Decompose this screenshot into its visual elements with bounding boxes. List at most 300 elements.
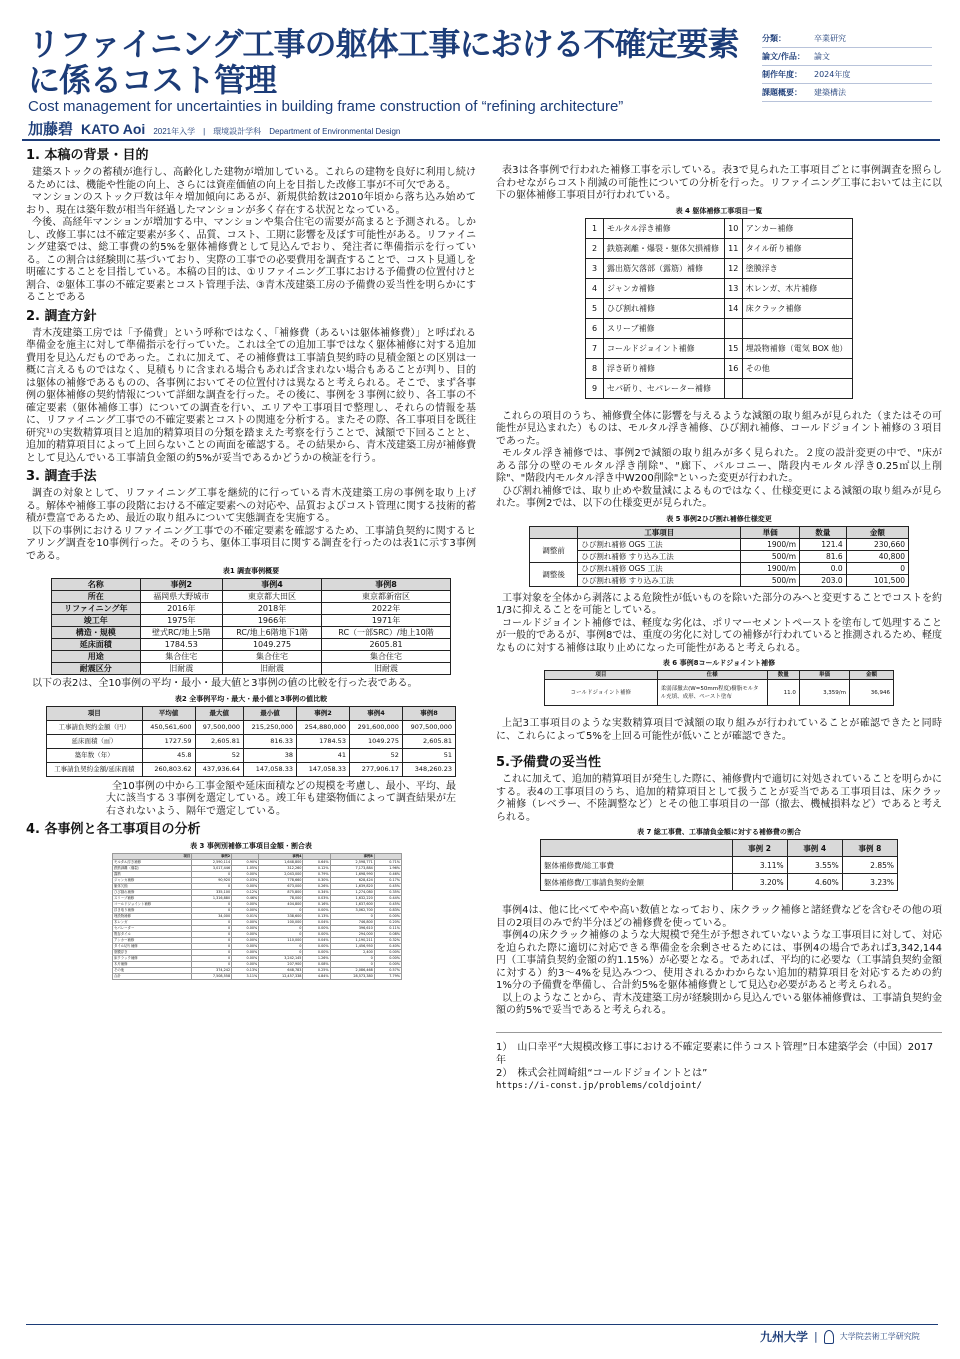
row-label: 躯体補修費/工事請負契約金額 [541, 874, 733, 891]
table-cell: 450,561,600 [142, 720, 195, 734]
emblem-icon [824, 1330, 834, 1344]
table-cell: 0.00% [232, 962, 259, 968]
table-cell: 4.84% [303, 974, 330, 980]
table-header-cell: 金額 [846, 526, 908, 538]
table-header-cell: 事例8 [330, 854, 374, 860]
table-cell: 312,260 [259, 866, 303, 872]
table-cell: 147,058.33 [296, 762, 349, 776]
item-number: 16 [724, 358, 742, 378]
item-number: 2 [586, 238, 604, 258]
row-label: 竣工年 [52, 615, 141, 627]
table-cell: 0.03% [232, 878, 259, 884]
row-label: タイル切り補修 [113, 944, 192, 950]
item-number: 13 [724, 278, 742, 298]
item-label [742, 318, 852, 338]
meta-key: 分類： [762, 34, 786, 43]
header-divider [22, 139, 940, 141]
table-cell: RC/地上6階地下1階 [223, 627, 322, 639]
row-label: アンカー補修 [113, 938, 192, 944]
table-cell: 3.11% [732, 857, 787, 874]
table-cell: 0.83% [374, 908, 401, 914]
table6 [544, 670, 894, 706]
row-label: 鉄筋剥離（爆裂） [113, 866, 192, 872]
table-cell: 2,043,000 [259, 872, 303, 878]
table-cell: 0.00% [303, 926, 330, 932]
meta-row [762, 84, 932, 102]
table-cell: 0 [259, 908, 303, 914]
author-year: 2021年入学 [153, 127, 196, 136]
table-header-cell: 数量 [800, 526, 847, 538]
table-header-cell: 最小値 [244, 706, 297, 720]
table-header-cell: 数量 [767, 671, 799, 680]
row-label: 埋設物補修 [113, 914, 192, 920]
section-heading-5: 5.予備費の妥当性 [496, 755, 601, 770]
table-cell: 0.00% [232, 872, 259, 878]
table-cell: 0.46% [232, 896, 259, 902]
table-cell: 0.13% [303, 914, 330, 920]
s1-paragraph: 今後、高経年マンションが増加する中、マンションや集合住宅の需要が高まると予測される。しかし、改修工事には不確定要素が多く、品質、コスト、工期に影響を及ぼす可能性がある。リファイニング建築では、総工事費の約5%を躯体補修費として見込んでおり、発注者に準備指示を行っている。この割合は経験則に基づいており、実際の工事での必要費用を調査することで、コスト見通しを明確にすることを目指している。本稿の目的は、①リファイニング工事における予備費の位置付けと割合、②躯体工事の不確定要素とコスト管理手法、③青木茂建築工房の予備費の妥当性を明らかにすることである [26, 217, 476, 303]
item-label: ジャンカ補修 [604, 278, 725, 298]
table-cell: RC（一部SRC）/地上10階 [322, 627, 451, 639]
table-cell: 0.35% [374, 890, 401, 896]
author-name-jp: 加藤碧 [28, 120, 74, 138]
table-cell: 3.55% [787, 857, 842, 874]
table-cell: 277,906.17 [349, 762, 402, 776]
table-header-cell: 事例8 [402, 706, 455, 720]
table-row [586, 258, 853, 278]
table-cell: 230,660 [846, 538, 908, 550]
table-header-cell: 事例4 [259, 854, 303, 860]
row-label: 既存タイル [113, 932, 192, 938]
table-row [545, 680, 894, 706]
page-title: リファイニング工事の躯体工事における不確定要素に係るコスト管理 [28, 25, 739, 99]
references [496, 1032, 942, 1093]
row-label: 構造・規模 [52, 627, 141, 639]
table-cell: 78,000 [259, 896, 303, 902]
table-cell: 1,632,220 [330, 896, 374, 902]
table-cell: 34,000 [192, 914, 232, 920]
table-header-cell: 仕様 [657, 671, 767, 680]
item-label: タイル斫り補修 [742, 238, 852, 258]
table-cell: 291,600,000 [349, 720, 402, 734]
row-label: 築年数（年） [47, 748, 143, 762]
university-name: 九州大学 [760, 1330, 809, 1344]
table-cell: 404,800 [259, 902, 303, 908]
table-cell: 0 [192, 920, 232, 926]
table-cell: ひび割れ補修 すり込み工法 [578, 550, 741, 562]
row-label: 用途 [52, 651, 141, 663]
row-label: 調整前 [530, 538, 578, 562]
table-cell: 101,500 [846, 574, 908, 586]
table-header-row [545, 671, 894, 680]
item-label: 木レンガ、木片補修 [742, 278, 852, 298]
table-cell: 1900/m [741, 538, 800, 550]
table-cell: 51 [402, 748, 455, 762]
author-separator: | [203, 127, 206, 136]
table-row [47, 762, 456, 776]
table-cell: 746,800 [330, 920, 374, 926]
item-label [742, 378, 852, 398]
item-number: 4 [586, 278, 604, 298]
table-cell: 3.11% [232, 974, 259, 980]
table-cell: 147,058.33 [244, 762, 297, 776]
table-row [530, 562, 909, 574]
table-header-cell: 単価 [799, 671, 849, 680]
row-label: その他 [113, 968, 192, 974]
table-cell: 0 [192, 872, 232, 878]
table-header-cell: 事例4 [349, 706, 402, 720]
reference-item: 1） 山口幸平“大規模改修工事における不確定要素に伴うコスト管理”日本建築学会（中国）2017年 [496, 1041, 934, 1066]
item-number: 9 [586, 378, 604, 398]
table-cell: 0.25% [303, 968, 330, 974]
table-row [586, 378, 853, 398]
row-label: コールドジョイント補修 [545, 680, 658, 706]
row-label: スリーブ補修 [113, 896, 192, 902]
table-cell: 215,250,000 [244, 720, 297, 734]
table-cell: 40,800 [846, 550, 908, 562]
table-cell: 2022年 [322, 603, 451, 615]
row-label: 調整後 [530, 562, 578, 586]
table-cell: 0.00% [232, 908, 259, 914]
table-cell: 90,920 [192, 878, 232, 884]
s3-paragraph: 全10事例の中から工事金額や延床面積などの規模を考慮し、最小、平均、最大に該当する３事例を選定している。竣工年も建築物価によって調査結果が左右されないよう、隔年で選定している。 [106, 780, 456, 817]
table-cell: 0.45% [374, 902, 401, 908]
section-heading-1: 1. 本稿の背景・目的 [26, 148, 149, 163]
table1-caption: 表1 調査事例概要 [222, 567, 280, 575]
item-number: 1 [586, 218, 604, 238]
table4 [585, 218, 853, 399]
table-cell: 旧耐震 [140, 663, 222, 675]
table-cell: 0 [192, 932, 232, 938]
table-cell: 0.00% [303, 908, 330, 914]
table-cell: 335,100 [192, 890, 232, 896]
s4-paragraph: これらの項目のうち、補修費全体に影響を与えるような減額の取り組みが見られた（またはその可能性が見込まれた）ものは、モルタル浮き補修、ひび割れ補修、コールドジョイント補修の３項目であった。 [496, 410, 942, 447]
reference-url[interactable]: https://i-const.jp/problems/coldjoint/ [496, 1080, 702, 1091]
table-cell: ひび割れ補修 すり込み工法 [578, 574, 741, 586]
table-header-cell: 事例8 [322, 579, 451, 591]
row-label: 工事請負契約金額/延床面積 [47, 762, 143, 776]
meta-box [762, 30, 932, 102]
table-cell: 38 [244, 748, 297, 762]
table-cell: 0.57% [374, 968, 401, 974]
table-row [541, 857, 898, 874]
table-cell: 1,456,950 [330, 944, 374, 950]
table-cell: 0 [192, 956, 232, 962]
item-label: 塗膜浮き [742, 258, 852, 278]
meta-value: 建築構法 [814, 88, 846, 97]
table2 [46, 706, 456, 777]
row-label: 塗膜浮き [113, 950, 192, 956]
table-row [52, 639, 451, 651]
table-cell: 0 [259, 944, 303, 950]
table-cell: 0.40% [374, 944, 401, 950]
table-cell: 0 [192, 950, 232, 956]
table-cell: 0 [192, 962, 232, 968]
table-cell: 7.79% [374, 974, 401, 980]
table-cell: 0 [846, 562, 908, 574]
table-cell: 1,639,820 [330, 884, 374, 890]
table-cell: 45.8 [142, 748, 195, 762]
table-header-cell: 金額 [850, 671, 894, 680]
table-cell: 11.0 [767, 680, 799, 706]
table-row [586, 278, 853, 298]
table-cell: 集合住宅 [322, 651, 451, 663]
s5-paragraph: 事例4は、他に比べてやや高い数値となっており、床クラック補修と諸経費などを含むその他の項目の2項目のみで約半分ほどの補修費を使っている。 [496, 905, 942, 929]
table-row [541, 874, 898, 891]
page-title-english: Cost management for uncertainties in building frame construction of “refining architecture” [28, 98, 624, 115]
table-cell: 121.4 [800, 538, 847, 550]
table-cell: 0.16% [303, 902, 330, 908]
item-label: 鉄筋剥離・爆裂・躯体欠損補修 [604, 238, 725, 258]
table-cell: 0.00% [303, 950, 330, 956]
row-label: 延床面積 [52, 639, 141, 651]
row-label: ジャンカ補修 [113, 878, 192, 884]
table-cell: 壁式RC/地上5階 [140, 627, 222, 639]
reference-item: 2） 株式会社岡崎組“コールドジョイントとは” [496, 1067, 708, 1079]
table-cell: 875,800 [259, 890, 303, 896]
item-number [724, 378, 742, 398]
table-header-cell: 単価 [741, 526, 800, 538]
item-number: 10 [724, 218, 742, 238]
table-cell: 648,783 [259, 968, 303, 974]
table-header-cell: 事例2 [296, 706, 349, 720]
row-label: 浮き取り補修 [113, 908, 192, 914]
item-number [724, 318, 742, 338]
table-cell: 0.45% [374, 884, 401, 890]
table-cell: 0.30% [303, 878, 330, 884]
row-label: 耐震区分 [52, 663, 141, 675]
table-cell: 0.46% [374, 872, 401, 878]
table-cell: 0.0 [800, 562, 847, 574]
table-cell: 0.00% [303, 944, 330, 950]
table-cell: ひび割れ補修 OGS 工法 [578, 562, 741, 574]
table-cell: 110,000 [259, 938, 303, 944]
table-cell: 1049.275 [223, 639, 322, 651]
table-row [52, 615, 451, 627]
author-dept-en: Department of Environmental Design [269, 127, 401, 136]
table-cell: 0.26% [303, 884, 330, 890]
s1-paragraph: 建築ストックの蓄積が進行し、高齢化した建物が増加している。これらの建物を良好に利用し続けるためには、機能や性能の向上、さらには資産価値の向上を目指した改修工事が不可欠である。 [26, 167, 476, 191]
table-cell: 0.00% [232, 938, 259, 944]
table-cell: 0 [192, 926, 232, 932]
table-cell: 28,573,380 [330, 974, 374, 980]
table-cell: 2.85% [842, 857, 897, 874]
meta-row [762, 66, 932, 84]
table-cell: 0.17% [374, 878, 401, 884]
s4-paragraph: 工事対象を全体から剥落による危険性が低いものを除いた部分のみへと変更することでコストを約1/3に抑えることを可能としている。 [496, 592, 942, 616]
meta-key: 論文/作品： [762, 52, 805, 61]
table-cell: 0.00% [374, 950, 401, 956]
table-cell: 0.04% [303, 938, 330, 944]
section-heading-3: 3. 調査手法 [26, 469, 97, 484]
table-cell: 203.0 [800, 574, 847, 586]
table-row [586, 318, 853, 338]
section-heading-4: 4. 各事例と各工事項目の分析 [26, 822, 201, 837]
table-cell: 0.00% [232, 926, 259, 932]
table-cell: 旧耐震 [223, 663, 322, 675]
table-cell: 0.79% [303, 872, 330, 878]
row-label: コールドジョイント補修 [113, 902, 192, 908]
table-row [530, 574, 909, 586]
item-number: 7 [586, 338, 604, 358]
meta-value: 2024年度 [814, 70, 851, 79]
s4-paragraph: ひび割れ補修では、取り止めや数量減によるものではなく、仕様変更による減額の取り組みが見られた。事例2では、以下の仕様変更が見られた。 [496, 485, 942, 509]
table-cell: 1,274,080 [330, 890, 374, 896]
s3-paragraph: 調査の対象として、リファイニング工事を継続的に行っている青木茂建築工房の事例を取り上げる。解体や補修工事の段階における不確定要素への対応や、品質およびコスト管理に関する技術的蓄積が豊富であるため、最近の取り組みについて実態調査を実施する。 [26, 488, 476, 524]
table-row [586, 298, 853, 318]
table-cell: 0.34% [303, 890, 330, 896]
university-logo [760, 1328, 920, 1345]
table-cell: 3.20% [732, 874, 787, 891]
table-header-row [47, 706, 456, 720]
row-label: モルタル浮き補修 [113, 860, 192, 866]
left-column [26, 144, 476, 1051]
table-cell: 3,359/m [799, 680, 849, 706]
item-label: 埋設物補修（電気 BOX 他） [742, 338, 852, 358]
faculty-name: 大学院芸術工学研究院 [839, 1332, 920, 1341]
table-cell: 207,900 [259, 962, 303, 968]
row-label: 工事請負契約金額（円） [47, 720, 143, 734]
table-header-cell: 事例 4 [787, 840, 842, 857]
table-cell: 778,660 [259, 878, 303, 884]
s3-paragraph: 以下の表2は、全10事例の平均・最小・最大値と3事例の値の比較を行った表である。 [32, 678, 418, 689]
table-cell: 0.00% [374, 956, 401, 962]
table-cell: 396,610 [330, 926, 374, 932]
table-cell: 0.01% [232, 914, 259, 920]
table-cell: 3,062,700 [330, 908, 374, 914]
table-row [47, 720, 456, 734]
table-cell: 907,500,000 [402, 720, 455, 734]
table-row [52, 591, 451, 603]
meta-row [762, 48, 932, 66]
table-cell: 1,637,600 [330, 902, 374, 908]
table-cell: 3,017,446 [192, 866, 232, 872]
table-cell: 294,000 [330, 932, 374, 938]
table-cell: 3,242,145 [259, 956, 303, 962]
table-cell: 3.23% [842, 874, 897, 891]
table-cell: 338,600 [259, 914, 303, 920]
table-cell: 1900/m [741, 562, 800, 574]
table-cell: 0.12% [303, 866, 330, 872]
table-cell: 0 [192, 908, 232, 914]
table-row [47, 734, 456, 748]
item-label: セパ斫り、セパレーター補修 [604, 378, 725, 398]
table-cell: 2,590,114 [192, 860, 232, 866]
table-cell: 0 [330, 962, 374, 968]
table-cell: 0.64% [303, 860, 330, 866]
s4-paragraph: 上記3工事項目のような実数精算項目で減額の取り組みが行われていることが確認できたと同時に、これらによって5%を上回る可能性が低いことが確認できた。 [496, 718, 942, 742]
table-row [52, 603, 451, 615]
table-cell: 0 [192, 938, 232, 944]
meta-row [762, 30, 932, 48]
item-number: 8 [586, 358, 604, 378]
table4-caption: 表 4 躯体補修工事項目一覧 [675, 206, 763, 215]
table-cell: 673,000 [259, 884, 303, 890]
row-label: ひび割れ補修 [113, 890, 192, 896]
table-cell: 97,500,000 [195, 720, 243, 734]
table-cell: 500/m [741, 550, 800, 562]
table-cell: 1784.53 [140, 639, 222, 651]
item-label: 浮き斫り補修 [604, 358, 725, 378]
section-heading-2: 2. 調査方針 [26, 308, 97, 324]
table-row [586, 338, 853, 358]
table2-caption: 表2 全事例平均・最大・最小値と3事例の値比較 [174, 694, 328, 703]
item-label: コールドジョイント補修 [604, 338, 725, 358]
row-label: 躯体欠損 [113, 884, 192, 890]
table-cell: 0 [192, 884, 232, 890]
table-cell: 41 [296, 748, 349, 762]
item-label: その他 [742, 358, 852, 378]
table-cell: 0.32% [374, 938, 401, 944]
table-cell: 260,803.62 [142, 762, 195, 776]
table-cell: 0 [192, 902, 232, 908]
footer [0, 1314, 960, 1359]
row-label: 木片補修 [113, 962, 192, 968]
table-header-cell: 事例4 [223, 579, 322, 591]
table-row [52, 651, 451, 663]
table-cell: 0 [259, 950, 303, 956]
table-cell: 1049.275 [349, 734, 402, 748]
table-row [586, 218, 853, 238]
table-header-row [52, 579, 451, 591]
table-cell: 1975年 [140, 615, 222, 627]
right-column [496, 165, 942, 1093]
table-cell: 2016年 [140, 603, 222, 615]
table-header-cell: 工事項目 [578, 526, 741, 538]
table-header-cell: 事例2 [192, 854, 232, 860]
table-cell: 1971年 [322, 615, 451, 627]
table1 [51, 578, 451, 675]
table-cell: 1.05% [232, 866, 259, 872]
row-label: 床クラック補修 [113, 956, 192, 962]
table-cell: 0.00% [232, 932, 259, 938]
s4-paragraph: 表3は各事例で行われた補修工事を示している。表3で見られた工事項目ごとに事例調査を照らし合わせながらコスト削減の可能性についての分析を行った。リファイニング工事においては主に以下の躯体補修工事項目が行われている。 [496, 165, 942, 201]
meta-key: 課題概要： [762, 88, 802, 97]
table-cell: 0 [330, 956, 374, 962]
table-row [586, 238, 853, 258]
item-label: 露出筋欠落部（露筋）補修 [604, 258, 725, 278]
s5-paragraph: 事例4の床クラック補修のような大規模で発生が予想されていないような工事項目に対して、対応を迫られた際に適切に対応できる準備金を余剰させるためには、事例4の場合であれば3,342,144円（工事請負契約金額の約1.15%）が必要となる。であれば、平均的に必要な（工事請負契約金額に対する）約3～4%を見込みつつ、使用されるかわからない追加的精算項目を対応するための約1%分の予備費を準備し、合計約5%を躯体補修費として見込む必要があると考えられる。 [496, 930, 942, 991]
table-cell: 7,173,884 [330, 866, 374, 872]
table-header-cell: 事例2 [140, 579, 222, 591]
s5-paragraph: 以上のようなことから、青木茂建築工房が経験則から見込んでいる躯体補修費は、工事請負契約金額の約5%で妥当であると考えられる。 [496, 992, 942, 1016]
table-cell: 0.11% [374, 926, 401, 932]
table-cell: 柔弱部撤去(W=50mm程度)樹脂モルタル充填、成形、ペースト塗布 [657, 680, 767, 706]
table-header-cell: 事例 8 [842, 840, 897, 857]
table-cell: 0.12% [232, 890, 259, 896]
table-cell: 0.13% [232, 968, 259, 974]
table-header-row [530, 526, 909, 538]
table-cell: 0 [330, 914, 374, 920]
table-cell: 1966年 [223, 615, 322, 627]
meta-key: 制作年度： [762, 70, 802, 79]
table-cell: 0.03% [303, 896, 330, 902]
table-row [52, 663, 451, 675]
table-cell: 1.26% [303, 956, 330, 962]
table-header-cell [541, 840, 733, 857]
table-cell: 437,936.64 [195, 762, 243, 776]
table-cell: 0.08% [374, 932, 401, 938]
table-cell: 7,508,558 [192, 974, 232, 980]
row-label: 露筋 [113, 872, 192, 878]
item-number: 6 [586, 318, 604, 338]
table-cell: 0.00% [232, 944, 259, 950]
table-cell: 0.44% [374, 896, 401, 902]
author-dept-jp: 環境設計学科 [213, 127, 262, 136]
table-cell: ひび割れ補修 OGS 工法 [578, 538, 741, 550]
row-label: 合計 [113, 974, 192, 980]
s5-paragraph: これに加えて、追加的精算項目が発生した際に、補修費内で適切に対処されていることを明らかにする。表4の工事項目のうち、追加的精算項目として扱うことが妥当である工事項目は、床クラック補修（レベラー、不陸調整など）とその他工事項目の一部（撤去、機械損料など）であると考えられる。 [496, 774, 942, 823]
